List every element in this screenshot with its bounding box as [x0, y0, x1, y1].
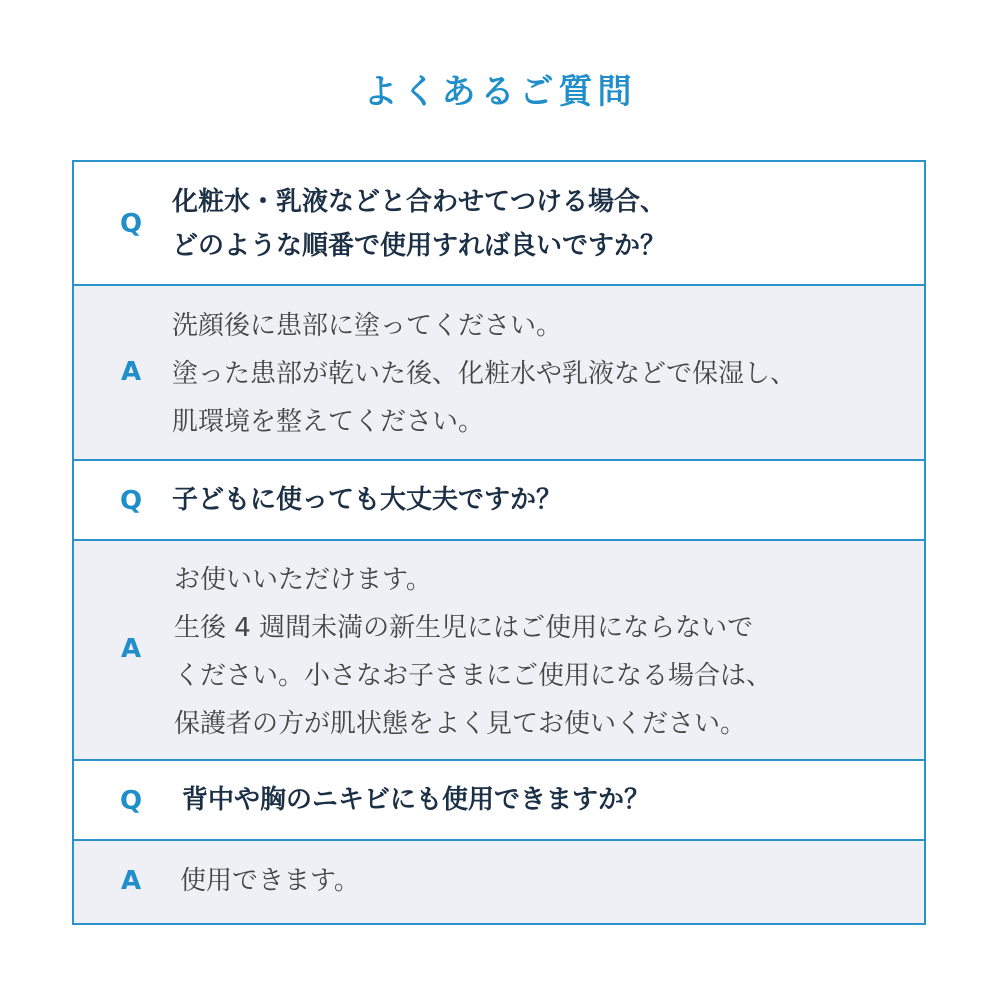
- answer-text: [180, 857, 360, 905]
- answer-line: 肌環境を整えてください。: [172, 407, 485, 437]
- faq-answer-2: [74, 541, 924, 761]
- answer-line: 洗顔後に患部に塗ってください。: [172, 311, 563, 341]
- q-marker: Q: [119, 786, 143, 816]
- faq-answer-1: [74, 286, 924, 461]
- faq-question-1: [74, 162, 924, 286]
- answer-line: ください。小さなお子さまにご使用になる場合は、: [174, 661, 773, 691]
- question-line: 背中や胸のニキビにも使用できますか？: [182, 785, 651, 815]
- answer-text: [174, 556, 772, 748]
- answer-line: 生後 4 週間未満の新生児にはご使用にならないで: [174, 613, 754, 643]
- q-marker: Q: [119, 486, 143, 516]
- faq-list: [72, 160, 926, 925]
- answer-line: 使用できます。: [180, 866, 360, 896]
- answer-line: お使いいただけます。: [174, 565, 432, 595]
- faq-question-2: [74, 461, 924, 541]
- q-marker: Q: [119, 209, 143, 239]
- answer-text: [172, 302, 796, 446]
- answer-line: 塗った患部が乾いた後、化粧水や乳液などで保湿し、: [172, 359, 797, 389]
- question-line: 化粧水・乳液などと合わせてつける場合、: [172, 187, 667, 217]
- question-text: [172, 180, 666, 268]
- question-text: [172, 478, 562, 522]
- faq-answer-3: [74, 841, 924, 923]
- question-line: 子どもに使っても大丈夫ですか？: [172, 485, 563, 515]
- question-line: どのような順番で使用すれば良いですか？: [172, 231, 667, 261]
- answer-line: 保護者の方が肌状態をよく見てお使いください。: [174, 709, 747, 739]
- a-marker: A: [120, 357, 142, 387]
- page-title: よくあるご質問: [363, 72, 637, 112]
- question-text: [182, 778, 650, 822]
- a-marker: A: [120, 634, 142, 664]
- faq-question-3: [74, 761, 924, 841]
- a-marker: A: [120, 866, 142, 896]
